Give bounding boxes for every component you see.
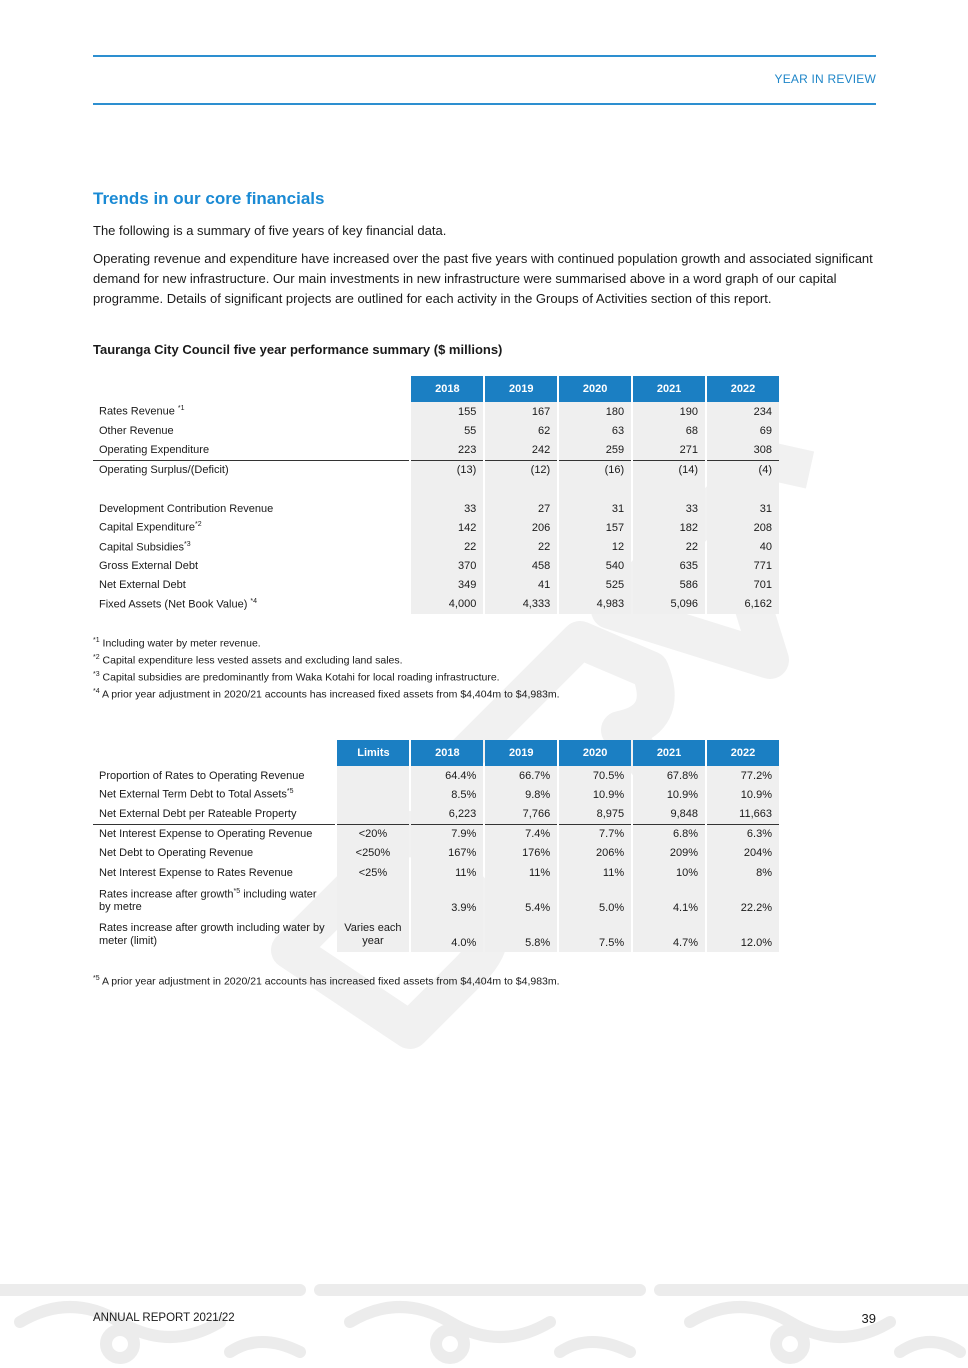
value-cell: 4.1% <box>633 882 705 917</box>
header-spacer <box>93 376 409 402</box>
table-row <box>93 421 779 440</box>
value-cell: 271 <box>633 440 705 459</box>
header-rule-top <box>93 55 876 57</box>
footnote <box>93 668 560 685</box>
limit-cell <box>337 766 409 785</box>
value-cell: 5,096 <box>633 595 705 614</box>
table-header-row <box>93 376 779 402</box>
value-cell: 22 <box>411 537 483 556</box>
value-cell: (16) <box>559 460 631 480</box>
value-cell: 370 <box>411 557 483 576</box>
table-row <box>93 844 779 863</box>
row-label-text: Rates increase after growth including water by meter (limit) <box>99 921 325 947</box>
value-cell: 7,766 <box>485 804 557 823</box>
table-row <box>93 518 779 537</box>
footnote <box>93 685 560 702</box>
value-cell: 8,975 <box>559 804 631 823</box>
row-label <box>93 537 409 556</box>
value-cell: 206% <box>559 844 631 863</box>
row-label <box>93 804 335 823</box>
value-cell: 5.0% <box>559 882 631 917</box>
row-label-text: Capital Subsidies <box>99 541 184 554</box>
value-cell: 27 <box>485 499 557 518</box>
row-label-text: Operating Expenditure <box>99 443 210 456</box>
year-header: 2020 <box>559 376 631 402</box>
value-cell: 7.4% <box>485 824 557 844</box>
value-cell: 242 <box>485 440 557 459</box>
footnote-text: A prior year adjustment in 2020/21 accounts has increased fixed assets from $4,404m to $4,983m. <box>99 688 560 701</box>
row-label <box>93 595 409 614</box>
value-cell: 7.5% <box>559 917 631 952</box>
footnote <box>93 972 560 989</box>
value-cell: 6.8% <box>633 824 705 844</box>
footnote-marker: *2 <box>195 521 202 529</box>
value-cell: 5.8% <box>485 917 557 952</box>
value-cell: 142 <box>411 518 483 537</box>
value-cell: 525 <box>559 576 631 595</box>
value-cell: 11% <box>559 863 631 882</box>
value-cell: 6,162 <box>707 595 779 614</box>
table-row <box>93 499 779 518</box>
value-cell: 11,663 <box>707 804 779 823</box>
value-cell: 223 <box>411 440 483 459</box>
value-cell: 70.5% <box>559 766 631 785</box>
value-cell: 10.9% <box>633 785 705 804</box>
footnote-text: Capital expenditure less vested assets and excluding land sales. <box>99 654 403 667</box>
page-number: 39 <box>861 1311 876 1326</box>
value-cell: (14) <box>633 460 705 480</box>
year-header: 2019 <box>485 740 557 766</box>
row-label-text: Net External Term Debt to Total Assets <box>99 789 287 802</box>
page-title: Trends in our core financials <box>93 189 325 208</box>
table-row <box>93 460 779 480</box>
value-cell: 4.7% <box>633 917 705 952</box>
table-row <box>93 576 779 595</box>
table-row <box>93 863 779 882</box>
value-cell: 771 <box>707 557 779 576</box>
value-cell: 10% <box>633 863 705 882</box>
table1-footnotes <box>93 634 560 702</box>
value-cell: 540 <box>559 557 631 576</box>
footnote-marker: *3 <box>93 671 100 678</box>
value-cell: 8% <box>707 863 779 882</box>
footnote-marker: *4 <box>250 598 258 606</box>
row-label <box>93 785 335 804</box>
value-cell: (12) <box>485 460 557 480</box>
row-label <box>93 882 335 917</box>
table-row <box>93 824 779 844</box>
value-cell: 77.2% <box>707 766 779 785</box>
value-cell: 66.7% <box>485 766 557 785</box>
value-cell: 7.9% <box>411 824 483 844</box>
row-label <box>93 402 409 421</box>
value-cell: 8.5% <box>411 785 483 804</box>
value-cell: 41 <box>485 576 557 595</box>
table-row <box>93 766 779 785</box>
value-cell: 259 <box>559 440 631 459</box>
value-cell: 167 <box>485 402 557 421</box>
value-cell: 701 <box>707 576 779 595</box>
value-cell: 12 <box>559 537 631 556</box>
footnote <box>93 634 560 651</box>
value-cell: 22 <box>633 537 705 556</box>
row-label-text: Net External Debt per Rateable Property <box>99 807 297 820</box>
value-cell: (13) <box>411 460 483 480</box>
value-cell: 33 <box>411 499 483 518</box>
value-cell: 157 <box>559 518 631 537</box>
value-cell: 4.0% <box>411 917 483 952</box>
value-cell: 62 <box>485 421 557 440</box>
table-row <box>93 595 779 614</box>
row-label-text: Development Contribution Revenue <box>99 502 274 515</box>
year-header: 2021 <box>633 376 705 402</box>
footnote-marker: *3 <box>184 540 191 548</box>
table-row <box>93 785 779 804</box>
table-row <box>93 882 779 917</box>
value-cell: 63 <box>559 421 631 440</box>
value-cell: 190 <box>633 402 705 421</box>
financial-ratios-table <box>91 740 781 952</box>
row-label-text: Rates Revenue <box>99 405 178 418</box>
limit-cell: <25% <box>337 863 409 882</box>
value-cell: 68 <box>633 421 705 440</box>
header-rule-bottom <box>93 103 876 105</box>
table-row <box>93 804 779 823</box>
value-cell: 180 <box>559 402 631 421</box>
row-label-text: Rates increase after growth <box>99 888 234 901</box>
row-label <box>93 518 409 537</box>
intro-paragraph-1: The following is a summary of five years of key financial data. <box>93 223 447 238</box>
row-label-text-continued: including water by metre <box>99 888 317 914</box>
value-cell: 64.4% <box>411 766 483 785</box>
value-cell: 10.9% <box>707 785 779 804</box>
value-cell: 209% <box>633 844 705 863</box>
value-cell <box>485 480 557 499</box>
value-cell: 55 <box>411 421 483 440</box>
limit-cell <box>337 804 409 823</box>
footnote-marker: *1 <box>93 637 100 644</box>
table-row <box>93 440 779 459</box>
value-cell: 11% <box>485 863 557 882</box>
table-title: Tauranga City Council five year performance summary ($ millions) <box>93 342 503 357</box>
row-label <box>93 863 335 882</box>
value-cell: 4,333 <box>485 595 557 614</box>
row-label <box>93 917 335 952</box>
value-cell: 22 <box>485 537 557 556</box>
row-label-text: Net Interest Expense to Rates Revenue <box>99 866 293 879</box>
table-row <box>93 917 779 952</box>
limit-cell <box>337 882 409 917</box>
row-label <box>93 440 409 459</box>
limit-cell: <20% <box>337 824 409 844</box>
value-cell: 33 <box>633 499 705 518</box>
value-cell: 4,000 <box>411 595 483 614</box>
value-cell: 635 <box>633 557 705 576</box>
row-label <box>93 824 335 844</box>
value-cell: 9.8% <box>485 785 557 804</box>
row-label-text: Gross External Debt <box>99 560 199 573</box>
value-cell: 12.0% <box>707 917 779 952</box>
row-label <box>93 576 409 595</box>
value-cell <box>707 480 779 499</box>
value-cell: 167% <box>411 844 483 863</box>
row-label <box>93 460 409 480</box>
table-row <box>93 537 779 556</box>
row-label <box>93 766 335 785</box>
value-cell: 31 <box>559 499 631 518</box>
footnote-marker: *4 <box>93 688 100 695</box>
value-cell: 308 <box>707 440 779 459</box>
row-label-text: Net Interest Expense to Operating Revenue <box>99 828 313 841</box>
value-cell: 182 <box>633 518 705 537</box>
footnote-text: Capital subsidies are predominantly from Waka Kotahi for local roading infrastructure. <box>99 671 500 684</box>
value-cell <box>411 480 483 499</box>
value-cell: 6.3% <box>707 824 779 844</box>
table-row <box>93 480 779 499</box>
value-cell: 206 <box>485 518 557 537</box>
footnote-text: Including water by meter revenue. <box>99 637 261 650</box>
value-cell: 208 <box>707 518 779 537</box>
performance-summary-table <box>91 376 781 614</box>
table2-footnotes <box>93 972 560 989</box>
footnote-marker: *5 <box>233 887 241 895</box>
limit-cell <box>337 785 409 804</box>
value-cell: 9,848 <box>633 804 705 823</box>
row-label <box>93 480 409 499</box>
value-cell: 10.9% <box>559 785 631 804</box>
footnote <box>93 651 560 668</box>
value-cell: 176% <box>485 844 557 863</box>
row-label <box>93 844 335 863</box>
row-label <box>93 499 409 518</box>
value-cell <box>633 480 705 499</box>
row-label <box>93 557 409 576</box>
footnote-marker: *2 <box>93 654 100 661</box>
value-cell: 5.4% <box>485 882 557 917</box>
footnote-marker: *1 <box>177 405 185 413</box>
table-header-row <box>93 740 779 766</box>
year-header: 2021 <box>633 740 705 766</box>
value-cell: 349 <box>411 576 483 595</box>
limit-cell: <250% <box>337 844 409 863</box>
section-label: YEAR IN REVIEW <box>774 72 876 86</box>
row-label <box>93 421 409 440</box>
table-row <box>93 402 779 421</box>
value-cell: 31 <box>707 499 779 518</box>
value-cell: 4,983 <box>559 595 631 614</box>
value-cell: 3.9% <box>411 882 483 917</box>
year-header: 2022 <box>707 376 779 402</box>
value-cell: 67.8% <box>633 766 705 785</box>
row-label-text: Other Revenue <box>99 424 174 437</box>
row-label-text: Net Debt to Operating Revenue <box>99 847 254 860</box>
limits-header: Limits <box>337 740 409 766</box>
intro-paragraph-2: Operating revenue and expenditure have increased over the past five years with continued population growth and associated significant demand for new infrastructure. Our main investments in new infrastructure were summarised above in a word graph of our capital programme. Details of significant projects are outlined for each activity in the Groups of Activities section of this report. <box>93 251 873 306</box>
value-cell: 204% <box>707 844 779 863</box>
table-row <box>93 557 779 576</box>
row-label-text: Fixed Assets (Net Book Value) <box>99 598 251 611</box>
footnote-text: A prior year adjustment in 2020/21 accounts has increased fixed assets from $4,404m to $4,983m. <box>99 975 560 988</box>
row-label-text: Proportion of Rates to Operating Revenue <box>99 769 305 782</box>
year-header: 2020 <box>559 740 631 766</box>
row-label-text: Net External Debt <box>99 579 186 592</box>
value-cell: 6,223 <box>411 804 483 823</box>
value-cell: 40 <box>707 537 779 556</box>
footnote-marker: *5 <box>286 788 294 796</box>
value-cell: 69 <box>707 421 779 440</box>
footnote-marker: *5 <box>93 975 100 982</box>
row-label-text: Operating Surplus/(Deficit) <box>99 464 229 477</box>
header-spacer <box>93 740 335 766</box>
limit-cell: Varies each year <box>337 917 409 952</box>
row-label-text: Capital Expenditure <box>99 522 196 535</box>
year-header: 2019 <box>485 376 557 402</box>
value-cell: 11% <box>411 863 483 882</box>
value-cell: 22.2% <box>707 882 779 917</box>
year-header: 2018 <box>411 740 483 766</box>
value-cell <box>559 480 631 499</box>
year-header: 2022 <box>707 740 779 766</box>
value-cell: 234 <box>707 402 779 421</box>
footer-report-title: ANNUAL REPORT 2021/22 <box>93 1312 235 1324</box>
value-cell: 7.7% <box>559 824 631 844</box>
value-cell: (4) <box>707 460 779 480</box>
year-header: 2018 <box>411 376 483 402</box>
value-cell: 586 <box>633 576 705 595</box>
value-cell: 155 <box>411 402 483 421</box>
value-cell: 458 <box>485 557 557 576</box>
